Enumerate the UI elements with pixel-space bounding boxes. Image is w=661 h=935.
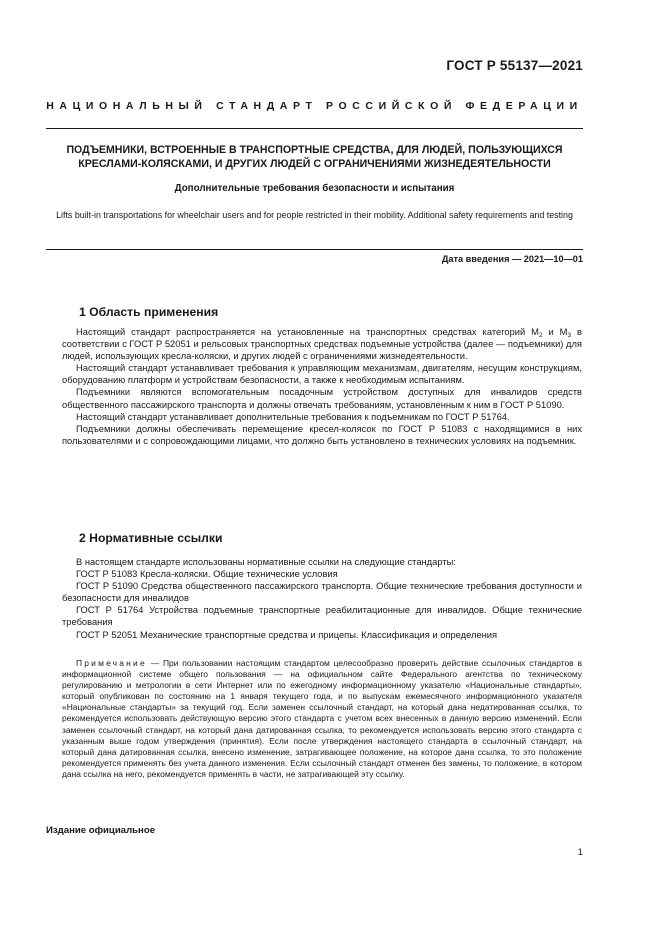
section-1-heading: 1 Область применения bbox=[79, 305, 219, 319]
section-2-note bbox=[62, 658, 582, 780]
top-rule bbox=[46, 128, 583, 129]
section-1-paragraph-2: Настоящий стандарт устанавливает требования к управляющим механизмам, двигателям, несущим конструкциям, оборудованию платформ и устройствам безопасности, а также к необходимым испытаниям. bbox=[62, 363, 582, 386]
section-1-paragraph-5: Подъемники должны обеспечивать перемещение кресел-колясок по ГОСТ Р 51083 с находящимися в них пользователями и с сопровождающими лицами, что должно быть установлено в технических условиях на подъемник. bbox=[62, 423, 582, 446]
document-title bbox=[50, 144, 579, 171]
english-title: Lifts built-in transportations for wheelchair users and for people restricted in their mobility. Additional safety requirements and testing bbox=[56, 210, 573, 220]
standard-designation: ГОСТ Р 55137—2021 bbox=[446, 58, 583, 73]
reference-item: ГОСТ Р 51764 Устройства подъемные транспортные реабилитационные для инвалидов. Общие технические требования bbox=[62, 605, 582, 628]
edition-label: Издание официальное bbox=[46, 825, 156, 836]
note-text: — При пользовании настоящим стандартом целесообразно проверить действие ссылочных стандартов в информационной системе общего пользования — на официальном сайте Федерального агентства по техническому регулированию и метрологии в сети Интернет или по ежегодному информационному указателю «Национальные стандарты», который опубликован по состоянию на 1 января текущего года, и по выпускам ежемесячного информационного указателя «Национальные стандарты» за текущий год. Если заменен ссылочный стандарт, на который дана недатированная ссылка, то рекомендуется использовать действующую версию этого стандарта с учетом всех внесенных в данную версию изменений. Если заменен ссылочный стандарт, на который дана датированная ссылка, то рекомендуется использовать версию этого стандарта с указанным выше годом утверждения (принятия). Если после утверждения настоящего стандарта в ссылочный стандарт, на который дана датированная ссылка, внесено изменение, затрагивающее положение, на которое дана ссылка, то это положение рекомендуется применять без учета данного изменения. Если ссылочный стандарт отменен без замены, то положение, в котором дана ссылка на него, рекомендуется применять в части, не затрагивающей эту ссылку. bbox=[62, 658, 582, 779]
reference-item: ГОСТ Р 52051 Механические транспортные средства и прицепы. Классификация и определения bbox=[76, 629, 498, 640]
title-line-2: КРЕСЛАМИ-КОЛЯСКАМИ, И ДРУГИХ ЛЮДЕЙ С ОГРАНИЧЕНИЯМИ ЖИЗНЕДЕЯТЕЛЬНОСТИ bbox=[78, 157, 551, 170]
bottom-rule bbox=[46, 249, 583, 250]
document-subtitle: Дополнительные требования безопасности и испытания bbox=[174, 183, 455, 194]
title-line-1: ПОДЪЕМНИКИ, ВСТРОЕННЫЕ В ТРАНСПОРТНЫЕ СРЕДСТВА, ДЛЯ ЛЮДЕЙ, ПОЛЬЗУЮЩИХСЯ bbox=[66, 144, 563, 156]
section-2-intro: В настоящем стандарте использованы нормативные ссылки на следующие стандарты: bbox=[76, 557, 456, 567]
section-1-paragraph-3: Подъемники являются вспомогательным посадочным устройством доступных для инвалидов средств общественного пассажирского транспорта и должны отвечать требованиям, установленным к ним в ГОСТ Р 51090. bbox=[62, 387, 582, 410]
introduction-date: Дата введения — 2021—10—01 bbox=[441, 254, 583, 264]
section-2-body bbox=[62, 556, 582, 641]
reference-item: ГОСТ Р 51090 Средства общественного пассажирского транспорта. Общие технические требования доступности и безопасности для инвалидов bbox=[62, 581, 582, 604]
section-1-paragraph-1: Настоящий стандарт распространяется на установленные на транспортных средствах категорий $M_2$ и $M_3$ в соответствии с ГОСТ Р 52051 и рельсовых транспортных средствах подъемные устройства (далее — подъемники) для людей, использующих кресла-коляски, и других людей с ограничениями жизнедеятельности. bbox=[62, 327, 583, 362]
national-standard-banner: НАЦИОНАЛЬНЫЙ СТАНДАРТ РОССИЙСКОЙ ФЕДЕРАЦИИ bbox=[46, 100, 583, 112]
reference-item: ГОСТ Р 51083 Кресла-коляски. Общие технические условия bbox=[76, 569, 338, 580]
page-number: 1 bbox=[577, 847, 583, 858]
section-1-body bbox=[62, 326, 582, 447]
section-1-paragraph-4: Настоящий стандарт устанавливает дополнительные требования к подъемникам по ГОСТ Р 51764. bbox=[76, 411, 510, 422]
note-label: Примечание bbox=[76, 658, 147, 668]
section-2-heading: 2 Нормативные ссылки bbox=[79, 531, 223, 545]
